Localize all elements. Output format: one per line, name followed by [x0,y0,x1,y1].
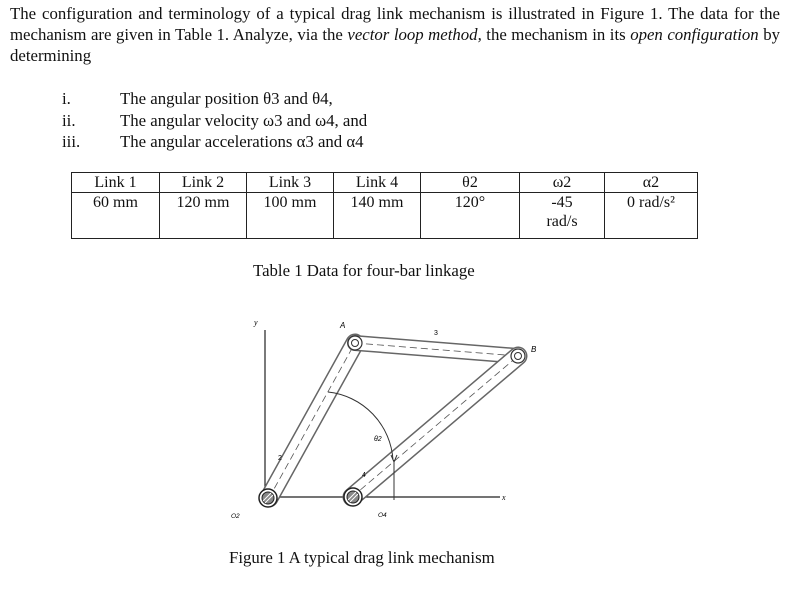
table-header: ω2 [520,173,605,193]
table-cell: 100 mm [247,193,334,239]
list-item-text: The angular accelerations α3 and α4 [120,132,364,151]
list-item-number: ii. [62,110,76,130]
x-axis-label: x [502,493,506,502]
table-header: Link 4 [334,173,421,193]
table-caption: Table 1 Data for four-bar linkage [253,261,475,280]
table-header: Link 3 [247,173,334,193]
table-header: Link 2 [160,173,247,193]
table-cell: 120° [421,193,520,239]
list-item-text: The angular position θ3 and θ4, [120,89,333,108]
ground-pivot-o2 [259,489,277,507]
intro-text-3: by determining [10,25,780,65]
table-cell: 60 mm [72,193,160,239]
link-4-label: 4 [362,472,366,479]
y-axis-label: y [254,318,258,327]
joint-b [511,349,525,363]
table-cell: 0 rad/s² [605,193,698,239]
intro-text-1: The configuration and terminology of a typical drag link mechanism is illustrated in Figure 1. The data for the mechanism are given in Table 1. Analyze, via the [10,4,780,44]
table-header: α2 [605,173,698,193]
table-cell: 120 mm [160,193,247,239]
table-header: θ2 [421,173,520,193]
point-b-label: B [531,345,537,354]
list-item-number: iii. [62,132,81,151]
table-cell: 140 mm [334,193,421,239]
link-2-label: 2 [278,455,282,462]
figure-caption: Figure 1 A typical drag link mechanism [229,548,495,567]
theta2-arc [328,392,393,460]
joint-a [348,336,362,350]
o2-label: O2 [231,513,240,520]
intro-emphasis-2: open configuration [630,25,759,44]
o4-label: O4 [378,512,387,519]
theta2-label: θ2 [374,436,382,443]
list-item-text: The angular velocity ω3 and ω4, and [120,110,368,130]
point-a-label: A [340,321,346,330]
list-item-number: i. [62,89,71,108]
table-header: Link 1 [72,173,160,193]
ground-pivot-o4 [344,488,362,506]
table-cell: -45 rad/s [520,193,605,239]
intro-text-2: the mechanism in its [481,25,631,44]
link-3-label: 3 [434,330,438,337]
intro-emphasis-1: vector loop method, [347,25,482,44]
